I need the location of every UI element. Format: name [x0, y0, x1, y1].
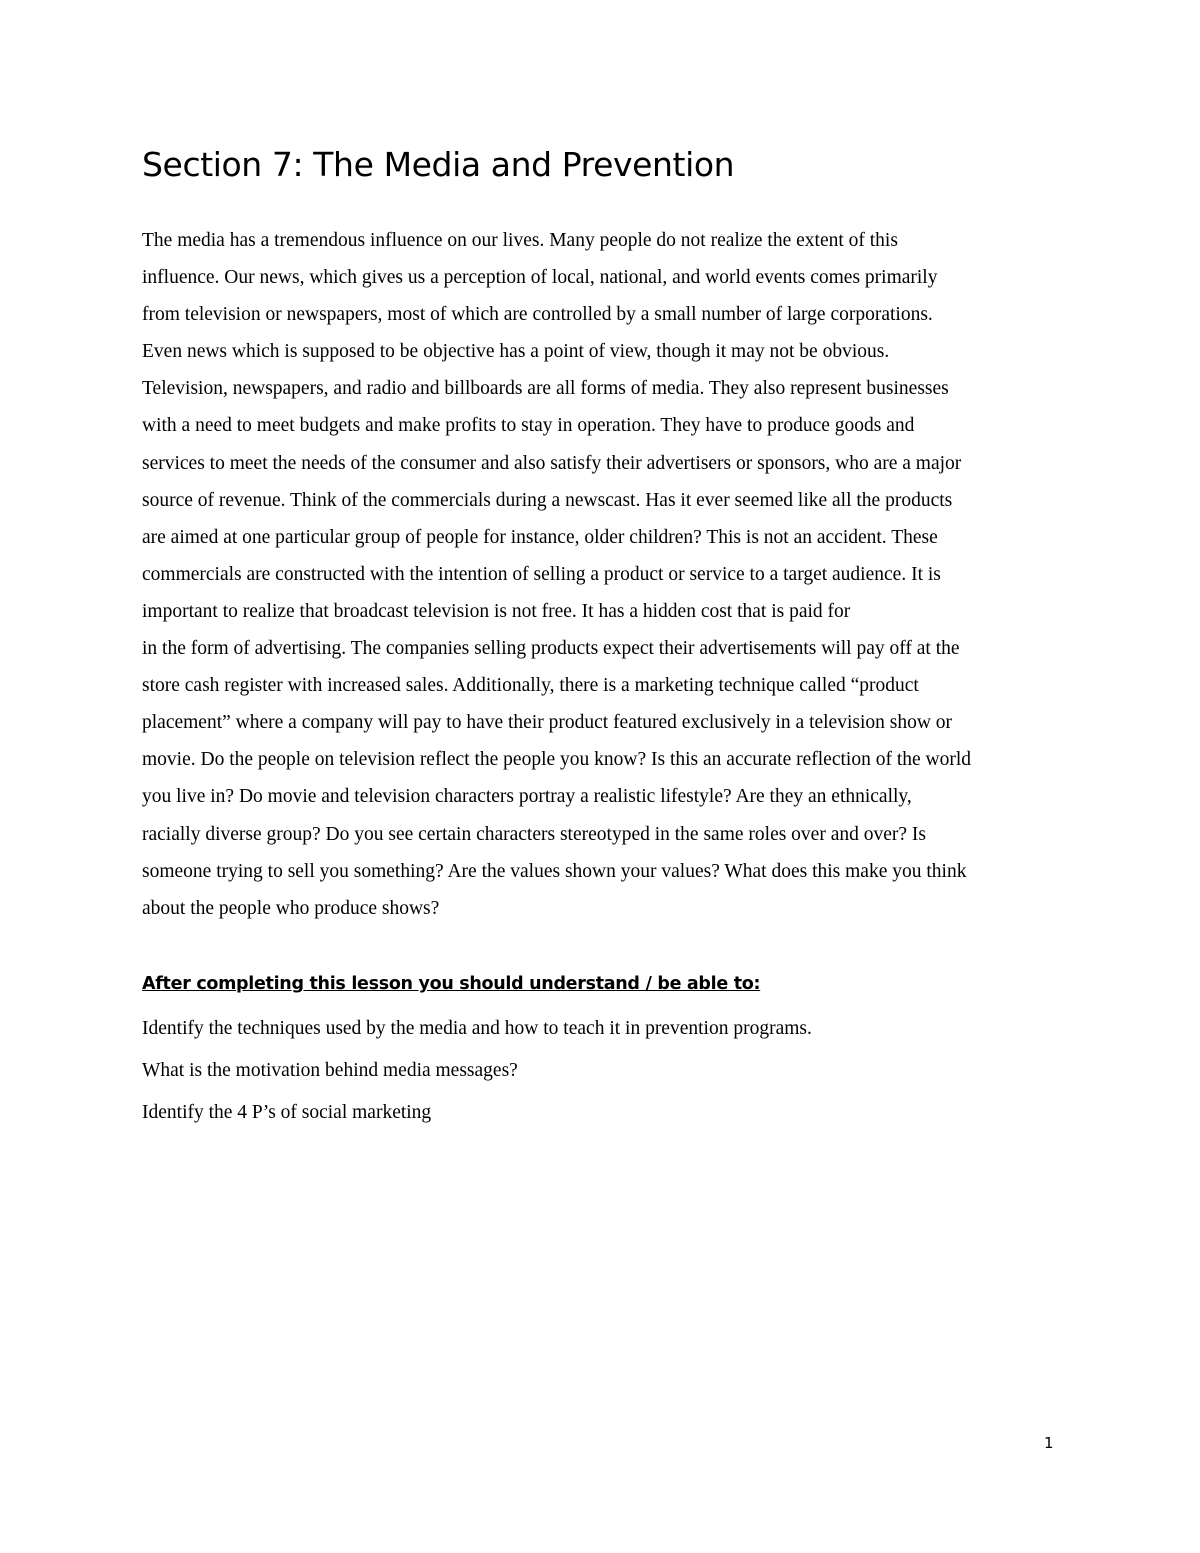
paragraph-line: in the form of advertising. The companies selling products expect their advertisements will pay off at the [142, 638, 960, 660]
page-title: Section 7: The Media and Prevention [142, 145, 735, 184]
objective-item: Identify the techniques used by the media and how to teach it in prevention programs. [142, 1018, 812, 1039]
paragraph-line: about the people who produce shows? [142, 897, 440, 919]
paragraph-line: Television, newspapers, and radio and billboards are all forms of media. They also represent businesses [142, 378, 949, 400]
paragraph-line: racially diverse group? Do you see certain characters stereotyped in the same roles over and over? Is [142, 823, 926, 845]
paragraph-line: influence. Our news, which gives us a perception of local, national, and world events comes primarily [142, 267, 938, 289]
paragraph-line: important to realize that broadcast television is not free. It has a hidden cost that is paid for [142, 600, 851, 622]
paragraph-line: you live in? Do movie and television characters portray a realistic lifestyle? Are they an ethnically, [142, 786, 912, 808]
paragraph-line: store cash register with increased sales. Additionally, there is a marketing technique called “product [142, 675, 919, 697]
paragraph-line: movie. Do the people on television reflect the people you know? Is this an accurate reflection of the world [142, 749, 972, 771]
paragraph-line: with a need to meet budgets and make profits to stay in operation. They have to produce goods and [142, 415, 915, 437]
paragraph-line: placement” where a company will pay to have their product featured exclusively in a television show or [142, 712, 953, 734]
paragraph-line: from television or newspapers, most of which are controlled by a small number of large corporations. [142, 304, 933, 326]
page-number: 1 [1044, 1434, 1054, 1452]
paragraph-line: The media has a tremendous influence on our lives. Many people do not realize the extent of this [142, 230, 898, 251]
objective-item: Identify the 4 P’s of social marketing [142, 1102, 432, 1123]
paragraph-line: commercials are constructed with the intention of selling a product or service to a target audience. It is [142, 563, 941, 585]
paragraph-line: Even news which is supposed to be objective has a point of view, though it may not be obvious. [142, 341, 890, 363]
body-paragraph [142, 222, 1082, 927]
objectives-heading: After completing this lesson you should understand / be able to: [142, 974, 761, 994]
paragraph-line: source of revenue. Think of the commercials during a newscast. Has it ever seemed like all the products [142, 489, 953, 511]
paragraph-line: services to meet the needs of the consumer and also satisfy their advertisers or sponsors, who are a major [142, 452, 962, 474]
objectives-list [142, 1010, 812, 1136]
paragraph-line: someone trying to sell you something? Are the values shown your values? What does this make you think [142, 860, 967, 882]
paragraph-line: are aimed at one particular group of people for instance, older children? This is not an accident. These [142, 526, 938, 548]
objective-item: What is the motivation behind media messages? [142, 1060, 518, 1081]
